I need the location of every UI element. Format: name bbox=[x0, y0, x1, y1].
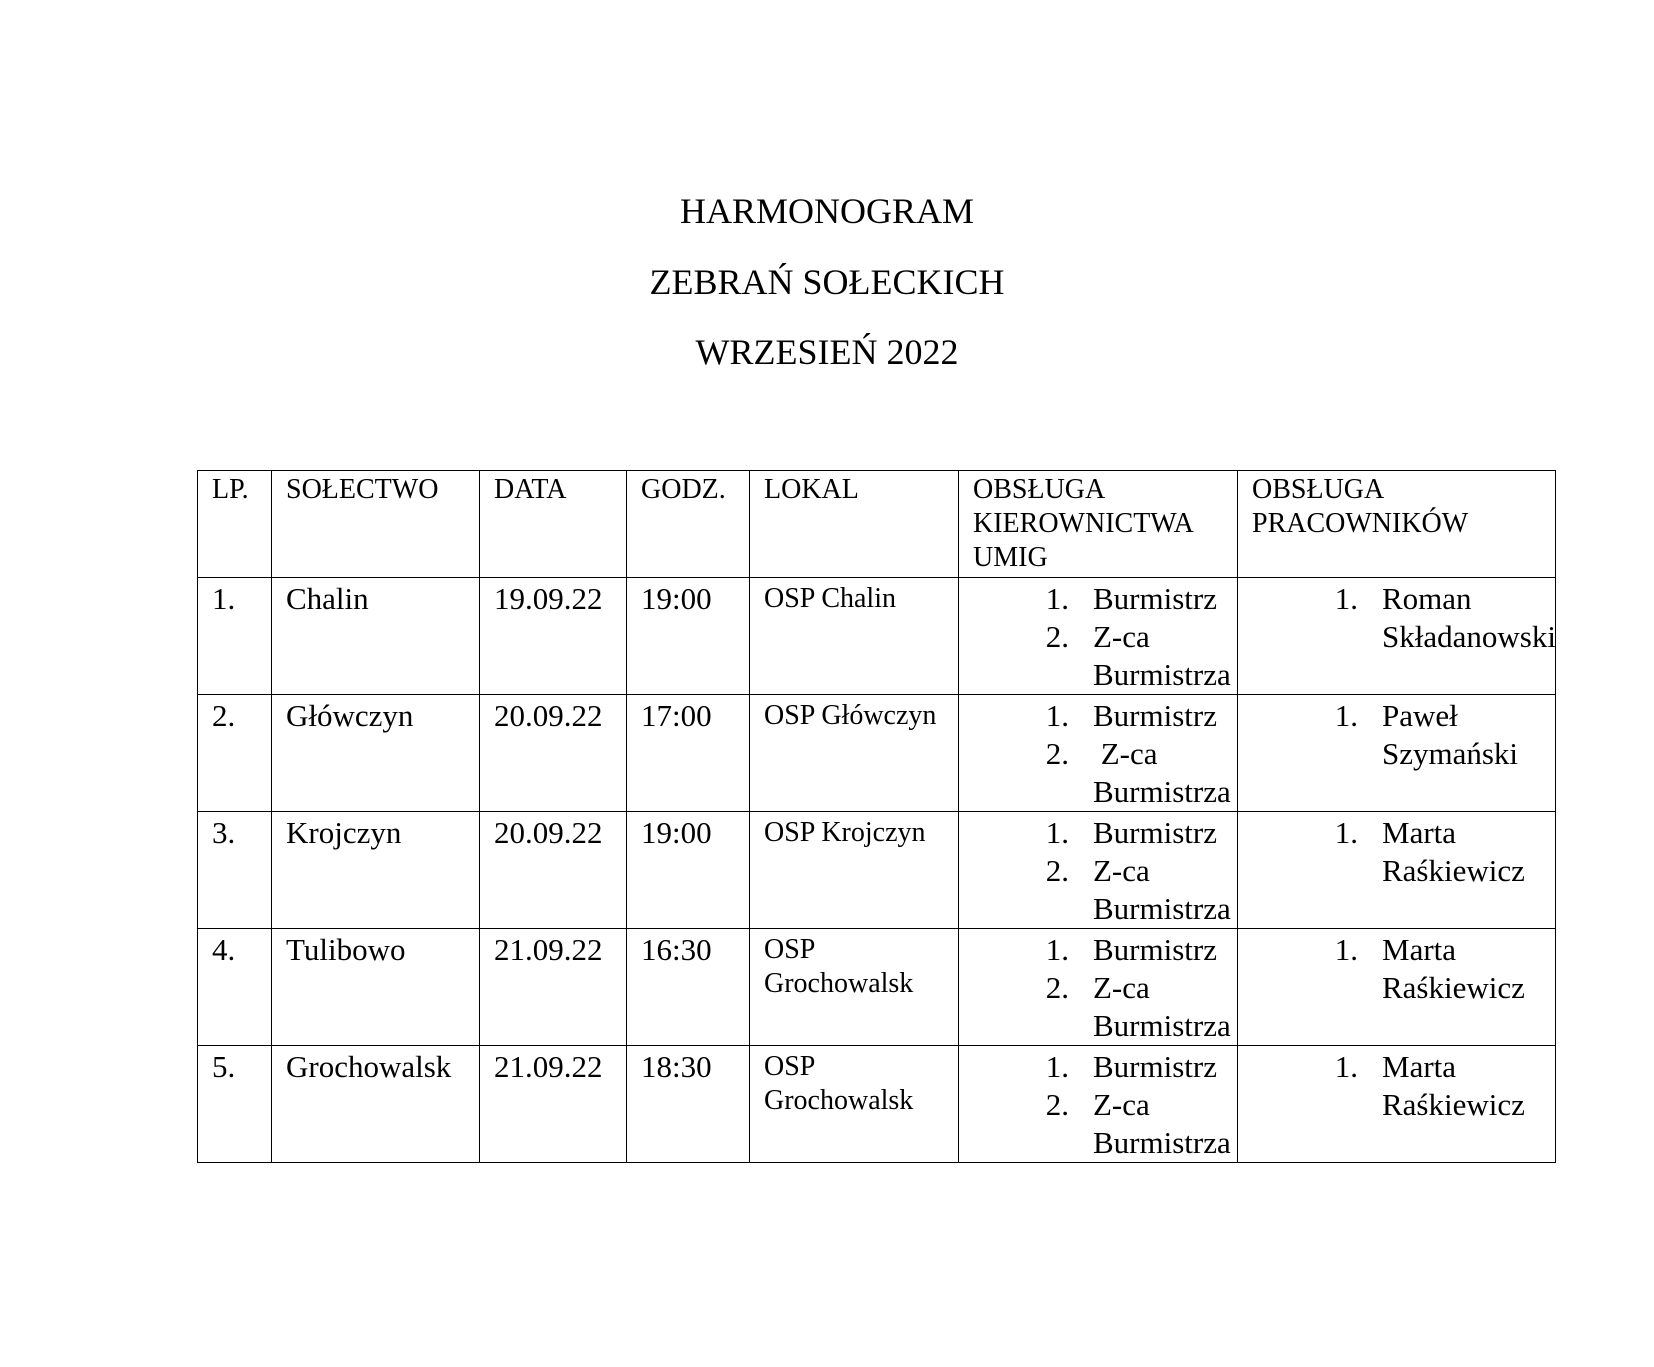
list-item bbox=[1252, 1048, 1551, 1124]
list-text: Burmistrz bbox=[1093, 1049, 1217, 1084]
cell-kierownictwo bbox=[959, 812, 1238, 929]
table-header-row bbox=[198, 471, 1556, 578]
management-list bbox=[973, 931, 1233, 1045]
cell-kierownictwo bbox=[959, 578, 1238, 695]
list-text: Z-ca Burmistrza bbox=[1093, 970, 1231, 1043]
cell-lokal: OSP Chalin bbox=[750, 578, 959, 695]
cell-data: 20.09.22 bbox=[480, 812, 627, 929]
cell-pracownicy bbox=[1238, 695, 1556, 812]
document-title: HARMONOGRAM bbox=[679, 191, 975, 231]
cell-godz: 17:00 bbox=[627, 695, 750, 812]
list-item bbox=[973, 697, 1233, 735]
cell-godz: 18:30 bbox=[627, 1046, 750, 1163]
list-number: 1. bbox=[1045, 581, 1069, 616]
cell-data: 20.09.22 bbox=[480, 695, 627, 812]
cell-kierownictwo bbox=[959, 695, 1238, 812]
cell-solectwo: Krojczyn bbox=[272, 812, 480, 929]
staff-list bbox=[1252, 931, 1551, 1007]
cell-solectwo: Główczyn bbox=[272, 695, 480, 812]
list-number: 1. bbox=[1334, 932, 1358, 967]
table-row bbox=[198, 929, 1556, 1046]
list-item bbox=[973, 618, 1233, 694]
list-text: Z-ca Burmistrza bbox=[1093, 1087, 1231, 1160]
header-obsluga-pracownikow: OBSŁUGA PRACOWNIKÓW bbox=[1238, 471, 1556, 578]
management-list bbox=[973, 1048, 1233, 1162]
list-text: Marta Raśkiewicz bbox=[1382, 815, 1525, 888]
cell-data: 21.09.22 bbox=[480, 1046, 627, 1163]
list-text: Roman Składanowski bbox=[1382, 581, 1556, 654]
list-text: Paweł Szymański bbox=[1382, 698, 1519, 771]
list-number: 2. bbox=[1045, 619, 1069, 654]
cell-lokal: OSP Grochowalsk bbox=[750, 929, 959, 1046]
list-text: Burmistrz bbox=[1093, 581, 1217, 616]
staff-list bbox=[1252, 697, 1551, 773]
list-number: 2. bbox=[1045, 853, 1069, 888]
list-item bbox=[973, 735, 1233, 811]
list-item bbox=[973, 1086, 1233, 1162]
list-number: 1. bbox=[1334, 698, 1358, 733]
header-solectwo: SOŁECTWO bbox=[272, 471, 480, 578]
list-number: 1. bbox=[1045, 932, 1069, 967]
list-item bbox=[1252, 697, 1551, 773]
list-item bbox=[1252, 931, 1551, 1007]
header-data: DATA bbox=[480, 471, 627, 578]
list-text: Burmistrz bbox=[1093, 932, 1217, 967]
list-item bbox=[1252, 814, 1551, 890]
table-row bbox=[198, 812, 1556, 929]
table-row bbox=[198, 1046, 1556, 1163]
header-lp: LP. bbox=[198, 471, 272, 578]
list-number: 1. bbox=[1045, 1049, 1069, 1084]
document-period: WRZESIEŃ 2022 bbox=[695, 332, 959, 372]
list-number: 2. bbox=[1045, 736, 1069, 771]
cell-godz: 16:30 bbox=[627, 929, 750, 1046]
header-lokal: LOKAL bbox=[750, 471, 959, 578]
cell-kierownictwo bbox=[959, 929, 1238, 1046]
cell-kierownictwo bbox=[959, 1046, 1238, 1163]
list-item bbox=[973, 852, 1233, 928]
list-number: 1. bbox=[1334, 1049, 1358, 1084]
list-text: Z-ca Burmistrza bbox=[1093, 736, 1231, 809]
cell-lp: 2. bbox=[198, 695, 272, 812]
cell-lokal: OSP Krojczyn bbox=[750, 812, 959, 929]
list-number: 1. bbox=[1334, 581, 1358, 616]
cell-lp: 3. bbox=[198, 812, 272, 929]
cell-lokal: OSP Główczyn bbox=[750, 695, 959, 812]
cell-solectwo: Tulibowo bbox=[272, 929, 480, 1046]
staff-list bbox=[1252, 1048, 1551, 1124]
list-text: Marta Raśkiewicz bbox=[1382, 932, 1525, 1005]
staff-list bbox=[1252, 814, 1551, 890]
document-subtitle: ZEBRAŃ SOŁECKICH bbox=[649, 262, 1005, 302]
list-number: 1. bbox=[1334, 815, 1358, 850]
list-text: Z-ca Burmistrza bbox=[1093, 853, 1231, 926]
header-godz: GODZ. bbox=[627, 471, 750, 578]
list-number: 1. bbox=[1045, 815, 1069, 850]
list-number: 2. bbox=[1045, 970, 1069, 1005]
management-list bbox=[973, 580, 1233, 694]
list-text: Z-ca Burmistrza bbox=[1093, 619, 1231, 692]
list-text: Burmistrz bbox=[1093, 815, 1217, 850]
management-list bbox=[973, 814, 1233, 928]
cell-lokal: OSP Grochowalsk bbox=[750, 1046, 959, 1163]
list-item bbox=[1252, 580, 1556, 656]
management-list bbox=[973, 697, 1233, 811]
cell-pracownicy bbox=[1238, 1046, 1556, 1163]
table-row bbox=[198, 695, 1556, 812]
list-text: Marta Raśkiewicz bbox=[1382, 1049, 1525, 1122]
cell-godz: 19:00 bbox=[627, 578, 750, 695]
schedule-table bbox=[197, 470, 1556, 1163]
list-number: 2. bbox=[1045, 1087, 1069, 1122]
list-item bbox=[973, 1048, 1233, 1086]
list-item bbox=[973, 969, 1233, 1045]
list-item bbox=[973, 580, 1233, 618]
cell-solectwo: Chalin bbox=[272, 578, 480, 695]
cell-lp: 4. bbox=[198, 929, 272, 1046]
table-row bbox=[198, 578, 1556, 695]
cell-godz: 19:00 bbox=[627, 812, 750, 929]
cell-data: 21.09.22 bbox=[480, 929, 627, 1046]
cell-solectwo: Grochowalsk bbox=[272, 1046, 480, 1163]
cell-data: 19.09.22 bbox=[480, 578, 627, 695]
cell-pracownicy bbox=[1238, 929, 1556, 1046]
cell-pracownicy bbox=[1238, 578, 1556, 695]
staff-list bbox=[1252, 580, 1556, 656]
list-number: 1. bbox=[1045, 698, 1069, 733]
cell-lp: 5. bbox=[198, 1046, 272, 1163]
cell-lp: 1. bbox=[198, 578, 272, 695]
cell-pracownicy bbox=[1238, 812, 1556, 929]
list-item bbox=[973, 931, 1233, 969]
header-obsluga-kierownictwa: OBSŁUGA KIEROWNICTWA UMIG bbox=[959, 471, 1238, 578]
list-item bbox=[973, 814, 1233, 852]
list-text: Burmistrz bbox=[1093, 698, 1217, 733]
